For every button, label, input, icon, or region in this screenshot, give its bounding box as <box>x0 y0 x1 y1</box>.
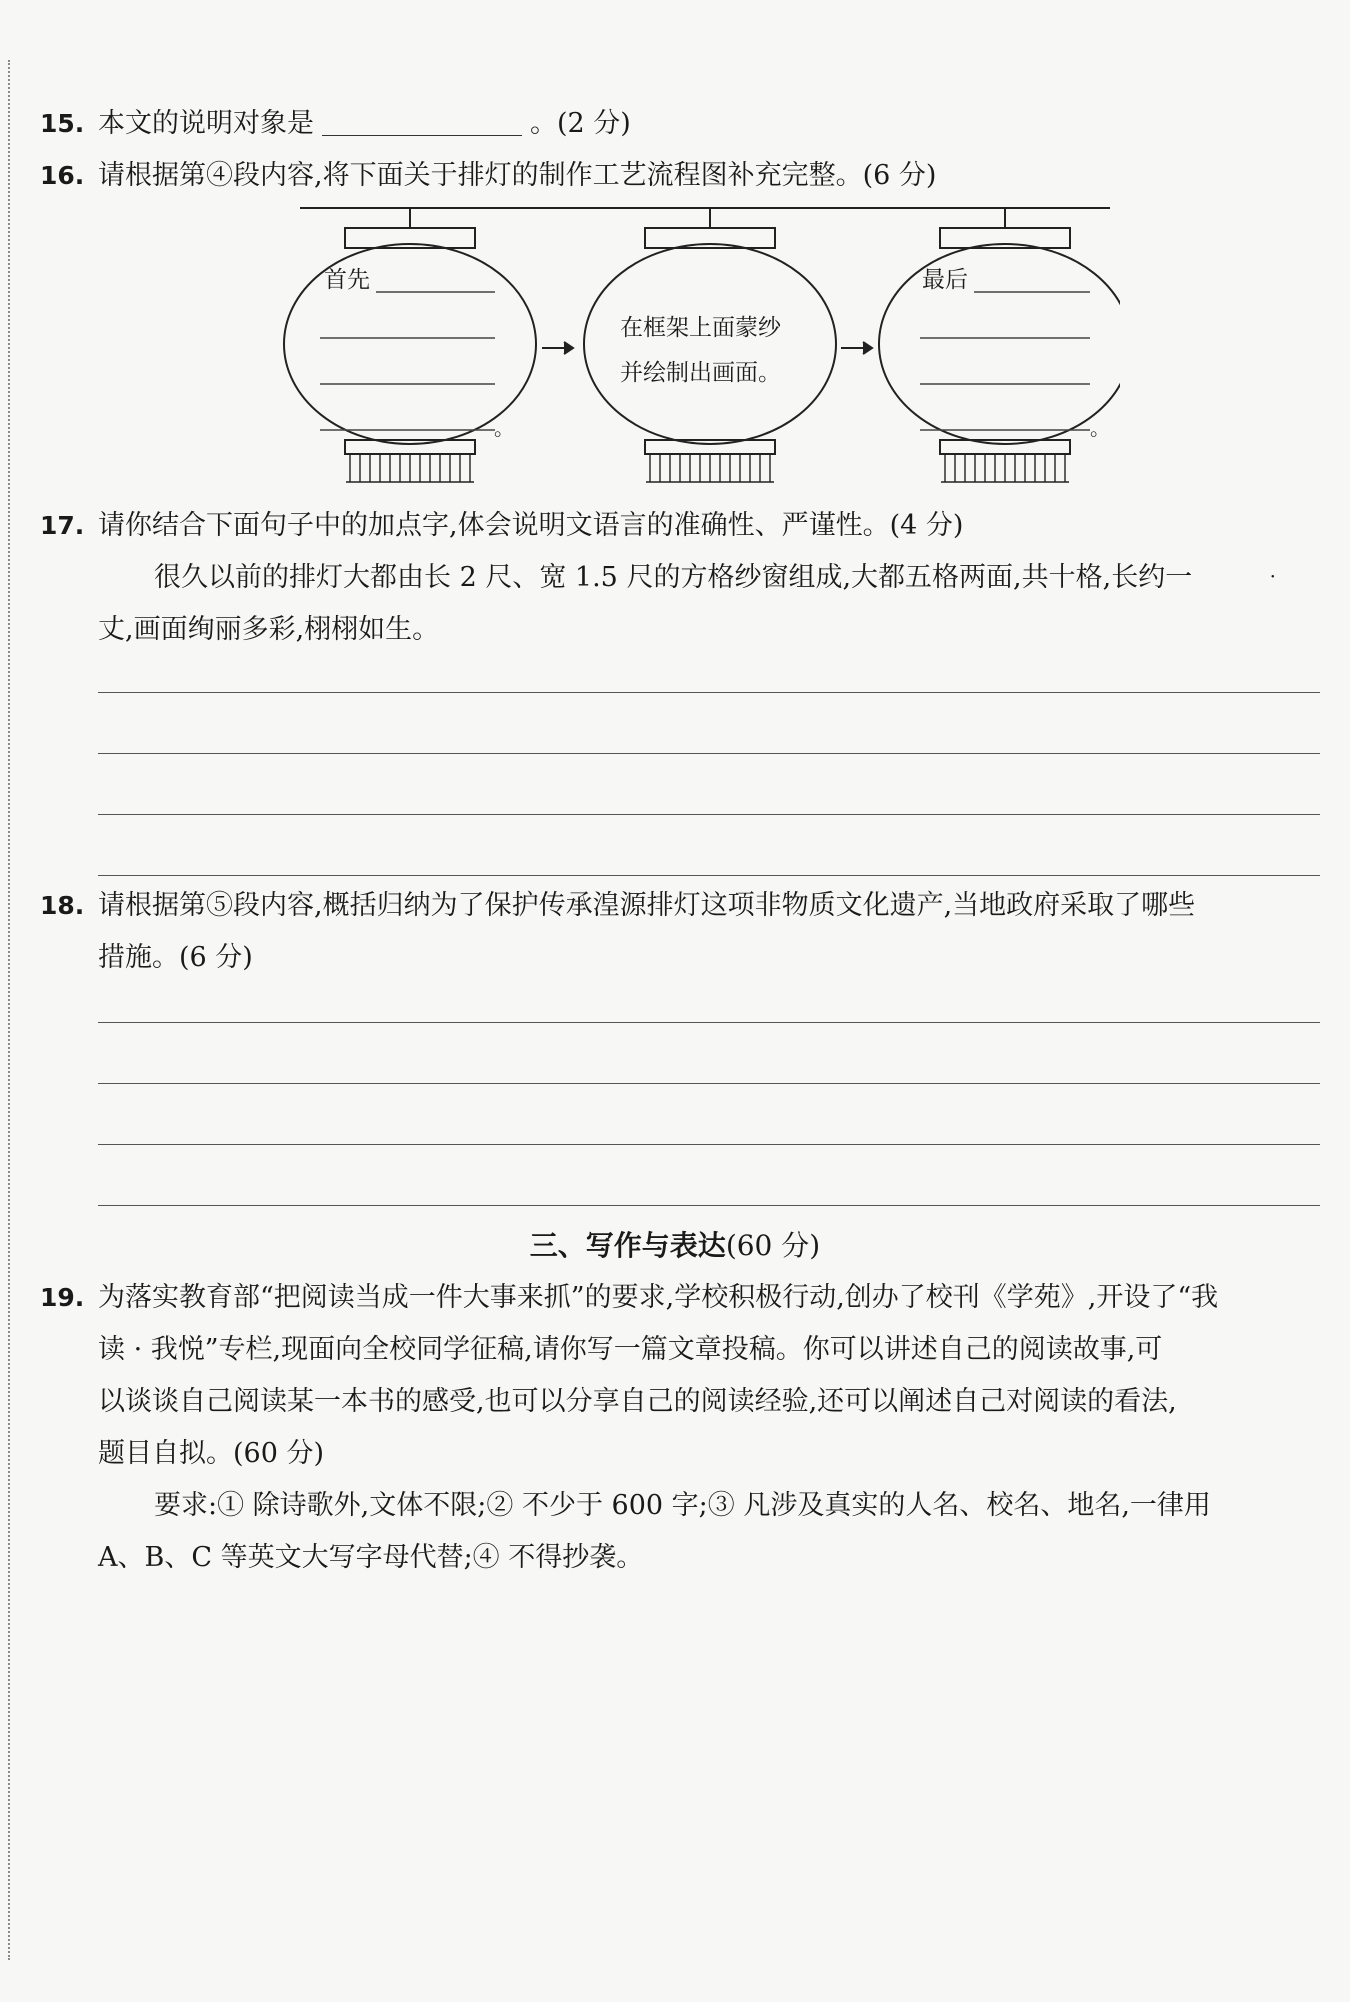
question-number: 15. <box>40 109 85 138</box>
step1-end-mark: 。 <box>494 416 514 440</box>
question-number: 18. <box>40 891 85 920</box>
emphasis-dot: · <box>1269 564 1276 588</box>
section-title <box>0 1224 1350 1264</box>
prompt-line1: 为落实教育部“把阅读当成一件大事来抓”的要求,学校积极行动,创办了校刊《学苑》,开设了“我 <box>98 1282 1219 1313</box>
answer-line[interactable] <box>98 632 1320 693</box>
question-15 <box>40 98 1318 150</box>
section-points: (60 分) <box>725 1229 821 1262</box>
lantern-flow-diagram <box>280 200 1120 490</box>
flow-arrow <box>542 342 573 354</box>
question-19 <box>40 1272 1318 1584</box>
lantern-step-1 <box>284 208 536 482</box>
answer-line[interactable] <box>98 1084 1320 1145</box>
question-text-line1: 请根据第⑤段内容,概括归纳为了保护传承湟源排灯这项非物质文化遗产,当地政府采取了哪些 <box>98 890 1196 921</box>
flow-arrow <box>841 342 872 354</box>
question-number: 16. <box>40 161 85 190</box>
quoted-sentence-line2: 丈,画面绚丽多彩,栩栩如生。 <box>98 614 440 645</box>
answer-area-17[interactable] <box>98 632 1320 876</box>
question-points: 。(2 分) <box>530 108 631 139</box>
prompt-line3: 以谈谈自己阅读某一本书的感受,也可以分享自己的阅读经验,还可以阐述自己对阅读的看法, <box>98 1386 1177 1417</box>
question-16 <box>40 150 1318 202</box>
lantern-step-3 <box>879 208 1120 482</box>
question-text: 本文的说明对象是 <box>98 108 314 139</box>
answer-line[interactable] <box>98 815 1320 876</box>
binding-margin-line <box>8 60 10 1960</box>
answer-line[interactable] <box>98 693 1320 754</box>
prompt-line4: 题目自拟。(60 分) <box>98 1438 325 1469</box>
step3-label: 最后 <box>922 267 968 293</box>
lantern-step-2 <box>584 208 836 482</box>
step2-text-line2: 并绘制出画面。 <box>620 360 781 386</box>
question-text-line2: 措施。(6 分) <box>98 942 253 973</box>
quoted-sentence-text: 很久以前的排灯大都由长 2 尺、宽 1.5 尺的方格纱窗组成,大都五格两面,共十格,长约一 <box>154 562 1193 593</box>
step1-label: 首先 <box>324 267 370 293</box>
answer-line[interactable] <box>98 1023 1320 1084</box>
step3-end-mark: 。 <box>1090 416 1110 440</box>
answer-line[interactable] <box>98 754 1320 815</box>
requirement-line2: A、B、C 等英文大写字母代替;④ 不得抄袭。 <box>98 1542 644 1573</box>
requirement-line1: 要求:① 除诗歌外,文体不限;② 不少于 600 字;③ 凡涉及真实的人名、校名、地名,一律用 <box>154 1490 1211 1521</box>
quoted-sentence-line1 <box>98 552 1318 604</box>
answer-blank[interactable] <box>322 105 522 136</box>
question-number: 19. <box>40 1283 85 1312</box>
prompt-line2: 读 · 我悦”专栏,现面向全校同学征稿,请你写一篇文章投稿。你可以讲述自己的阅读故事,可 <box>98 1334 1163 1365</box>
question-text: 请你结合下面句子中的加点字,体会说明文语言的准确性、严谨性。(4 分) <box>98 510 964 541</box>
step2-text-line1: 在框架上面蒙纱 <box>620 315 781 341</box>
section-title-text: 三、写作与表达 <box>529 1229 726 1262</box>
answer-area-18[interactable] <box>98 962 1320 1206</box>
answer-line[interactable] <box>98 962 1320 1023</box>
answer-line[interactable] <box>98 1145 1320 1206</box>
question-number: 17. <box>40 511 85 540</box>
question-text: 请根据第④段内容,将下面关于排灯的制作工艺流程图补充完整。(6 分) <box>98 160 937 191</box>
